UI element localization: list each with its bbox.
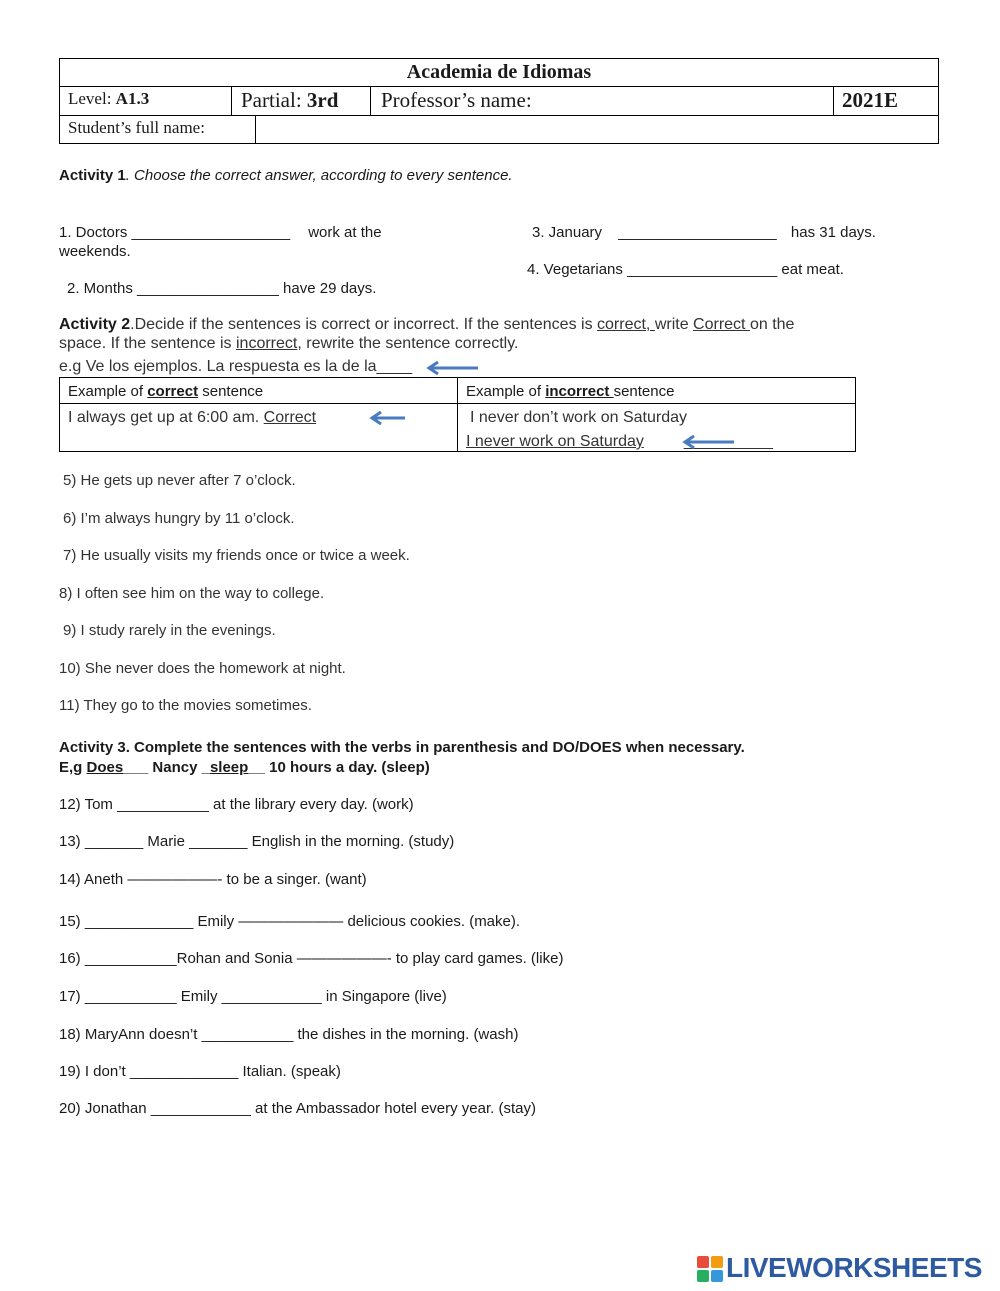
activity2-item[interactable]: 10) She never does the homework at night. — [59, 660, 346, 677]
activity3-item[interactable]: 19) I don’t _____________ Italian. (speak) — [59, 1063, 341, 1080]
activity2-text: write — [654, 316, 694, 333]
q1-text: 1. Doctors — [59, 224, 132, 241]
liveworksheets-logo-icon — [697, 1256, 723, 1282]
example-note-blank: ____ — [376, 358, 413, 375]
q4-blank[interactable]: __________________ — [627, 261, 778, 278]
q4-text: 4. Vegetarians — [527, 261, 628, 278]
col2-header-text: sentence — [613, 383, 675, 400]
activity3-example — [59, 759, 430, 776]
header-divider — [370, 86, 371, 115]
q3-text: 3. January — [532, 224, 607, 241]
activity1-q2 — [67, 280, 376, 297]
student-name-label: Student’s full name: — [68, 118, 205, 137]
header-divider — [60, 115, 938, 116]
header-divider — [60, 86, 938, 87]
logo-square — [711, 1256, 723, 1268]
activity1-q1 — [59, 224, 382, 241]
level-label: Level: — [68, 89, 116, 108]
activity2-line1 — [59, 316, 794, 334]
col1-header-text: Example of — [68, 383, 148, 400]
activity2-text: correct, — [597, 316, 655, 333]
activity3-item[interactable]: 17) ___________ Emily ____________ in Singapore (live) — [59, 988, 447, 1005]
page-title: Academia de Idiomas — [406, 61, 592, 83]
header-divider — [231, 86, 232, 115]
col2-header-text: incorrect — [545, 383, 614, 400]
q3-blank[interactable]: ___________________ — [618, 224, 777, 241]
activity1-instruction: . Choose the correct answer, according to every sentence. — [125, 167, 513, 184]
professor-label: Professor’s name: — [381, 88, 532, 112]
col1-header — [68, 383, 263, 400]
q2-text: 2. Months — [67, 280, 138, 297]
q2-blank[interactable]: _________________ — [137, 280, 279, 297]
arrow-left-icon — [680, 434, 736, 450]
eg-text: __ 10 hours a day. (sleep) — [248, 759, 430, 776]
activity3-item[interactable]: 15) _____________ Emily ——————— delicious cookies. (make). — [59, 913, 521, 930]
activity1-title: Activity 1 — [59, 167, 126, 184]
activity2-text: on the — [749, 316, 795, 333]
activity2-text: incorrect — [236, 335, 298, 352]
activity1-q4 — [527, 261, 844, 278]
col1-header-text: sentence — [198, 383, 264, 400]
level-value: A1.3 — [115, 89, 150, 108]
activity2-item[interactable]: 11) They go to the movies sometimes. — [59, 697, 312, 714]
activity2-item[interactable]: 8) I often see him on the way to college. — [59, 585, 325, 602]
activity3-item[interactable]: 20) Jonathan ____________ at the Ambassador hotel every year. (stay) — [59, 1100, 536, 1117]
activity3-item[interactable]: 13) _______ Marie _______ English in the morning. (study) — [59, 833, 455, 850]
activity2-line2 — [59, 335, 518, 353]
activity3-item[interactable]: 12) Tom ___________ at the library every day. (work) — [59, 796, 414, 813]
activity2-title: Activity 2 — [59, 316, 131, 333]
example-table — [59, 377, 856, 452]
col2-header — [466, 383, 674, 400]
logo-square — [697, 1256, 709, 1268]
activity3-item[interactable]: 18) MaryAnn doesn’t ___________ the dishes in the morning. (wash) — [59, 1026, 519, 1043]
q3-text: has 31 days. — [786, 224, 876, 241]
fixed-example-blank: __________ — [683, 433, 773, 450]
activity3-item[interactable]: 16) ___________Rohan and Sonia ——————- to play card games. (like) — [59, 950, 564, 967]
exam-code: 2021E — [842, 88, 899, 112]
partial-field — [241, 88, 338, 113]
header-table — [59, 58, 939, 144]
example-note-text: e.g Ve los ejemplos. La respuesta es la de la — [59, 358, 377, 375]
arrow-left-icon — [367, 410, 407, 426]
activity1-heading — [59, 167, 513, 184]
col1-header-text: correct — [147, 383, 199, 400]
activity2-text: space. If the sentence is — [59, 335, 236, 352]
liveworksheets-logo: LIVEWORKSHEETS — [726, 1252, 982, 1283]
logo-square — [697, 1270, 709, 1282]
eg-text: E,g — [59, 759, 87, 776]
example-note — [59, 358, 412, 376]
header-divider — [833, 86, 834, 115]
activity2-text: Correct — [693, 316, 750, 333]
activity2-item[interactable]: 7) He usually visits my friends once or twice a week. — [63, 547, 410, 564]
activity3-item[interactable]: 14) Aneth ——————- to be a singer. (want) — [59, 871, 367, 888]
table-divider — [457, 378, 458, 451]
q1-text: work at the — [304, 224, 382, 241]
activity2-item[interactable]: 9) I study rarely in the evenings. — [63, 622, 276, 639]
correct-example-answer: Correct — [263, 409, 317, 426]
correct-example-text: I always get up at 6:00 am. — [68, 409, 264, 426]
q4-text: eat meat. — [777, 261, 844, 278]
activity2-text: , rewrite the sentence correctly. — [297, 335, 519, 352]
eg-answer: Does — [86, 759, 124, 776]
header-divider — [255, 115, 256, 143]
eg-answer: sleep — [209, 759, 249, 776]
partial-value: 3rd — [306, 88, 339, 112]
eg-text: ___ Nancy _ — [123, 759, 210, 776]
activity2-item[interactable]: 5) He gets up never after 7 o’clock. — [63, 472, 296, 489]
incorrect-example: I never don’t work on Saturday — [470, 409, 688, 426]
q1-blank[interactable]: ___________________ — [131, 224, 291, 241]
correct-example — [68, 409, 316, 427]
activity2-text: .Decide if the sentences is correct or incorrect. If the sentences is — [130, 316, 598, 333]
activity3-title: Activity 3. Complete the sentences with the verbs in parenthesis and DO/DOES when necessary. — [59, 739, 745, 756]
logo-square — [711, 1270, 723, 1282]
q2-text: have 29 days. — [278, 280, 377, 297]
partial-label: Partial: — [241, 88, 307, 112]
activity1-q1-cont: weekends. — [59, 243, 131, 260]
col2-header-text: Example of — [466, 383, 546, 400]
activity2-item[interactable]: 6) I’m always hungry by 11 o’clock. — [63, 510, 295, 527]
level-field — [68, 89, 149, 109]
activity1-q3 — [532, 224, 876, 241]
fixed-example-text: I never work on Saturday — [466, 433, 644, 450]
arrow-left-icon — [424, 360, 480, 376]
